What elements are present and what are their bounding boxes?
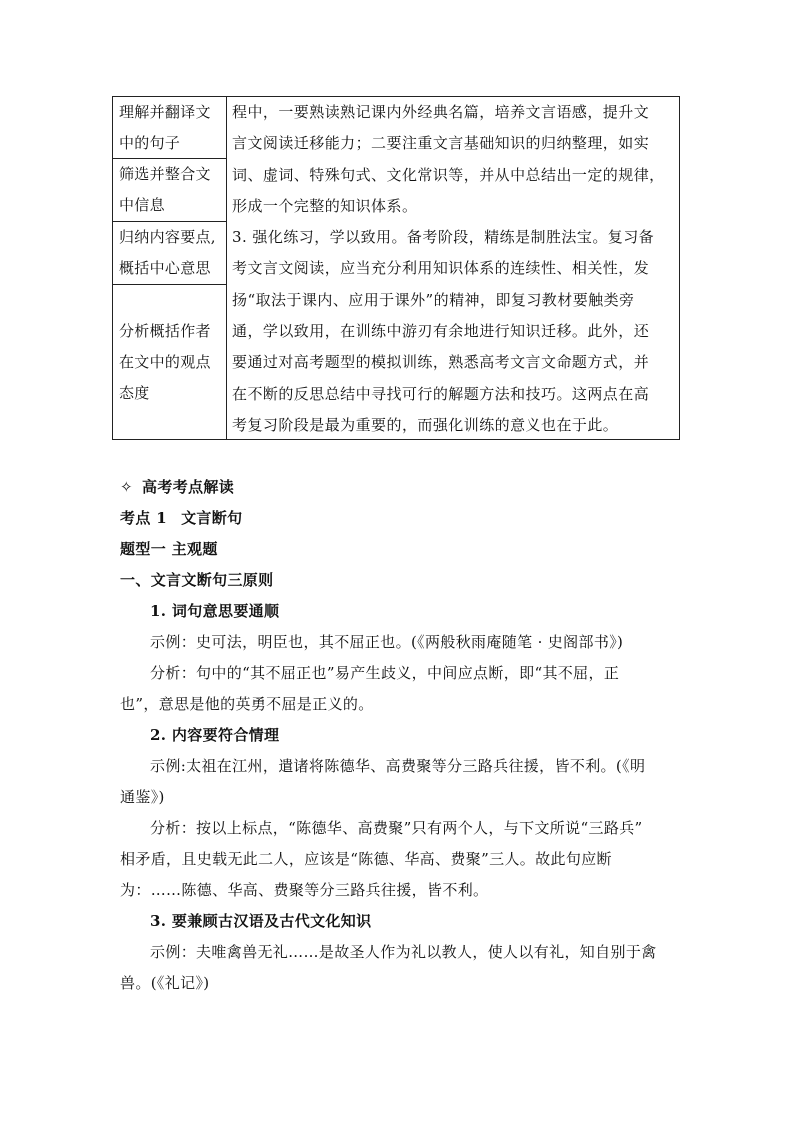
section-title: 高考考点解读	[142, 478, 235, 496]
principle-heading: 3. 要兼顾古汉语及古代文化知识	[150, 912, 372, 930]
table-paragraph-line: 扬“取法于课内、应用于课外”的精神，即复习教材要触类旁	[232, 290, 635, 309]
table-cell-line: 中的句子	[119, 134, 181, 152]
table-cell-line: 理解并翻译文	[119, 103, 211, 121]
table-paragraph-line: 要通过对高考题型的模拟训练，熟悉高考文言文命题方式，并	[232, 353, 650, 372]
main-content	[120, 472, 680, 999]
table-paragraph-line: 言文阅读迁移能力；二要注重文言基础知识的归纳整理，如实	[232, 134, 650, 153]
table-left-column	[113, 97, 227, 439]
kaodian-heading	[120, 503, 680, 534]
body-line: 示例：夫唯禽兽无礼……是故圣人作为礼以教人，使人以有礼，知自别于禽	[150, 943, 657, 961]
table-paragraph-line: 程中，一要熟读熟记课内外经典名篇，培养文言语感，提升文	[232, 103, 650, 121]
body-line: 示例：史可法，明臣也，其不屈正也。(《两般秋雨庵随笔 · 史阁部书》)	[150, 633, 624, 651]
exam-point-table	[112, 96, 680, 440]
question-type-heading: 题型一 主观题	[120, 540, 218, 558]
table-paragraph-line: 词、虚词、特殊句式、文化常识等，并从中总结出一定的规律，	[232, 165, 665, 184]
body-line: 示例:太祖在江州，遣诸将陈德华、高费聚等分三路兵往援，皆不利。(《明	[150, 757, 646, 775]
body-line: 兽。(《礼记》)	[120, 974, 210, 992]
table-cell-item-2	[113, 159, 226, 222]
section-heading	[120, 472, 680, 503]
principles-heading: 一、文言文断句三原则	[120, 571, 274, 589]
table-paragraph-line: 3. 强化练习，学以致用。备考阶段，精练是制胜法宝。复习备	[232, 228, 655, 247]
table-cell-item-4	[113, 285, 226, 439]
principle-heading: 2. 内容要符合情理	[150, 726, 280, 744]
table-cell-line: 在文中的观点	[119, 352, 211, 371]
table-right-column	[227, 97, 679, 439]
body-line: 分析：句中的“其不屈正也”易产生歧义，中间应点断，即“其不屈，正	[150, 664, 620, 682]
table-paragraph-line: 在不断的反思总结中寻找可行的解题方法和技巧。这两点在高	[232, 384, 650, 403]
table-cell-line: 筛选并整合文	[119, 165, 211, 183]
body-line: 相矛盾，且史载无此二人，应该是“陈德、华高、费聚”三人。故此句应断	[120, 850, 612, 868]
table-cell-line: 分析概括作者	[119, 321, 211, 340]
body-line: 也”，意思是他的英勇不屈是正义的。	[120, 695, 374, 713]
diamond-icon: ✧	[120, 478, 133, 496]
table-cell-line: 态度	[119, 383, 150, 402]
kaodian-title: 文言断句	[181, 509, 243, 527]
table-cell-line: 归纳内容要点,	[119, 228, 216, 246]
principle-heading: 1. 词句意思要通顺	[150, 602, 280, 620]
table-paragraph-line: 考复习阶段是最为重要的，而强化训练的意义也在于此。	[232, 415, 619, 434]
table-paragraph-line: 考文言文阅读，应当充分利用知识体系的连续性、相关性，发	[232, 259, 650, 278]
table-paragraph-line: 形成一个完整的知识体系。	[232, 196, 418, 215]
table-cell-item-1	[113, 97, 226, 159]
body-line: 通鉴》)	[120, 788, 165, 806]
table-cell-line: 概括中心意思	[119, 259, 211, 277]
kaodian-label: 考点 1	[120, 509, 168, 527]
body-line: 分析：按以上标点，“陈德华、高费聚”只有两个人，与下文所说“三路兵”	[150, 819, 643, 837]
table-paragraph-line: 通，学以致用，在训练中游刃有余地进行知识迁移。此外，还	[232, 322, 650, 341]
table-cell-item-3	[113, 222, 226, 285]
body-line: 为：……陈德、华高、费聚等分三路兵往援，皆不利。	[120, 881, 489, 899]
table-cell-line: 中信息	[119, 196, 165, 214]
